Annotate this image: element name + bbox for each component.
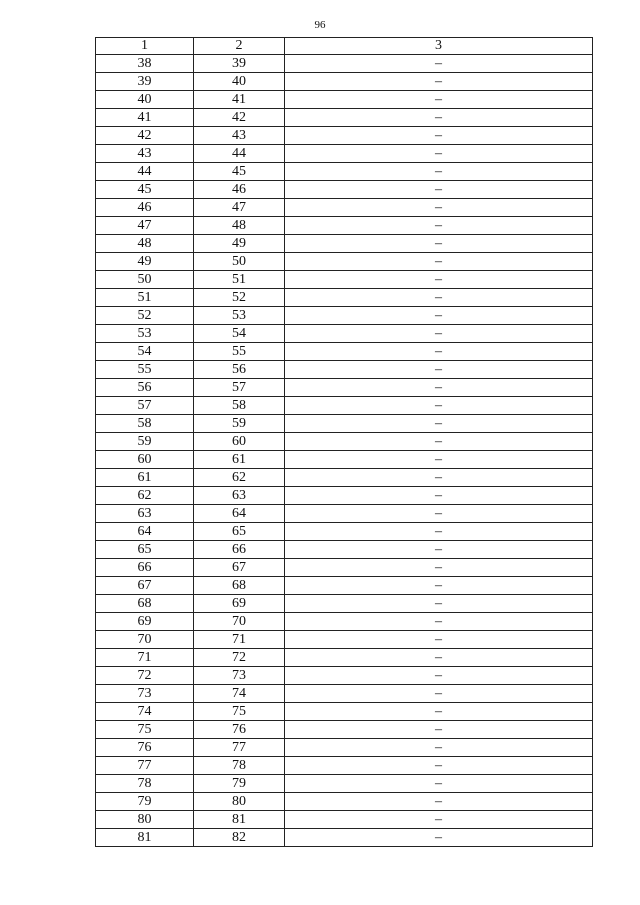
table-row	[96, 793, 593, 811]
table-cell-col-1: 43	[96, 145, 194, 163]
table-cell-col-3: –	[285, 235, 593, 253]
table-cell-col-1: 72	[96, 667, 194, 685]
table-row	[96, 271, 593, 289]
table-cell-col-2: 73	[194, 667, 285, 685]
table-cell-col-3: –	[285, 523, 593, 541]
table-cell-col-1: 57	[96, 397, 194, 415]
table-cell-col-1: 70	[96, 631, 194, 649]
table-row	[96, 775, 593, 793]
table-cell-col-1: 68	[96, 595, 194, 613]
table-cell-col-2: 75	[194, 703, 285, 721]
table-cell-col-1: 59	[96, 433, 194, 451]
table-cell-col-3: –	[285, 91, 593, 109]
table-cell-col-3: –	[285, 505, 593, 523]
table-container	[95, 37, 593, 847]
table-cell-col-2: 40	[194, 73, 285, 91]
table-cell-col-3: –	[285, 73, 593, 91]
table-cell-col-2: 55	[194, 343, 285, 361]
table-cell-col-1: 54	[96, 343, 194, 361]
table-cell-col-3: –	[285, 145, 593, 163]
table-cell-col-2: 53	[194, 307, 285, 325]
table-cell-col-2: 48	[194, 217, 285, 235]
table-cell-col-3: –	[285, 199, 593, 217]
table-row	[96, 757, 593, 775]
table-row	[96, 163, 593, 181]
table-cell-col-2: 42	[194, 109, 285, 127]
table-cell-col-1: 53	[96, 325, 194, 343]
table-cell-col-2: 57	[194, 379, 285, 397]
table-cell-col-2: 66	[194, 541, 285, 559]
table-cell-col-2: 46	[194, 181, 285, 199]
table-cell-col-2: 78	[194, 757, 285, 775]
table-cell-col-3: –	[285, 685, 593, 703]
table-cell-col-2: 79	[194, 775, 285, 793]
table-cell-col-2: 41	[194, 91, 285, 109]
table-cell-col-3: –	[285, 649, 593, 667]
table-row	[96, 469, 593, 487]
table-cell-col-1: 56	[96, 379, 194, 397]
table-row	[96, 703, 593, 721]
table-cell-col-1: 69	[96, 613, 194, 631]
table-row	[96, 451, 593, 469]
table-cell-col-3: –	[285, 217, 593, 235]
table-row	[96, 667, 593, 685]
table-cell-col-1: 71	[96, 649, 194, 667]
table-row	[96, 55, 593, 73]
table-row	[96, 325, 593, 343]
table-cell-col-2: 67	[194, 559, 285, 577]
table-cell-col-3: –	[285, 613, 593, 631]
table-cell-col-1: 75	[96, 721, 194, 739]
table-cell-col-2: 45	[194, 163, 285, 181]
table-cell-col-3: –	[285, 181, 593, 199]
table-row	[96, 289, 593, 307]
table-cell-col-1: 45	[96, 181, 194, 199]
table-row	[96, 739, 593, 757]
table-cell-col-2: 76	[194, 721, 285, 739]
table-cell-col-3: –	[285, 487, 593, 505]
table-cell-col-2: 71	[194, 631, 285, 649]
table-cell-col-1: 48	[96, 235, 194, 253]
table-cell-col-3: –	[285, 793, 593, 811]
table-cell-col-1: 79	[96, 793, 194, 811]
table-row	[96, 505, 593, 523]
table-cell-col-3: –	[285, 757, 593, 775]
table-cell-col-1: 52	[96, 307, 194, 325]
table-cell-col-2: 39	[194, 55, 285, 73]
table-cell-col-1: 63	[96, 505, 194, 523]
table-cell-col-3: –	[285, 577, 593, 595]
table-cell-col-3: –	[285, 667, 593, 685]
table-cell-col-2: 74	[194, 685, 285, 703]
table-cell-col-2: 65	[194, 523, 285, 541]
table-cell-col-1: 49	[96, 253, 194, 271]
table-cell-col-3: –	[285, 397, 593, 415]
table-cell-col-2: 69	[194, 595, 285, 613]
table-cell-col-3: –	[285, 109, 593, 127]
table-row	[96, 235, 593, 253]
table-cell-col-1: 50	[96, 271, 194, 289]
table-row	[96, 541, 593, 559]
table-cell-col-2: 81	[194, 811, 285, 829]
table-cell-col-1: 41	[96, 109, 194, 127]
table-cell-col-1: 77	[96, 757, 194, 775]
table-cell-col-1: 51	[96, 289, 194, 307]
table-row	[96, 487, 593, 505]
table-cell-col-1: 55	[96, 361, 194, 379]
table-cell-col-2: 58	[194, 397, 285, 415]
table-cell-col-3: –	[285, 451, 593, 469]
table-cell-col-3: –	[285, 379, 593, 397]
table-cell-col-1: 73	[96, 685, 194, 703]
table-row	[96, 91, 593, 109]
table-row	[96, 379, 593, 397]
table-cell-col-3: –	[285, 343, 593, 361]
table-cell-col-3: –	[285, 631, 593, 649]
table-cell-col-3: –	[285, 811, 593, 829]
table-cell-col-2: 49	[194, 235, 285, 253]
table-cell-col-2: 43	[194, 127, 285, 145]
table-cell-col-3: –	[285, 775, 593, 793]
table-cell-col-2: 51	[194, 271, 285, 289]
table-row	[96, 613, 593, 631]
table-cell-col-2: 60	[194, 433, 285, 451]
table-cell-col-3: –	[285, 433, 593, 451]
table-cell-col-3: –	[285, 253, 593, 271]
table-row	[96, 685, 593, 703]
table-header-row	[96, 38, 593, 55]
column-header-3: 3	[285, 38, 593, 55]
table-row	[96, 109, 593, 127]
table-row	[96, 127, 593, 145]
table-cell-col-3: –	[285, 127, 593, 145]
table-row	[96, 415, 593, 433]
table-cell-col-3: –	[285, 739, 593, 757]
table-row	[96, 199, 593, 217]
table-row	[96, 595, 593, 613]
table-cell-col-1: 66	[96, 559, 194, 577]
column-header-2: 2	[194, 38, 285, 55]
table-cell-col-1: 61	[96, 469, 194, 487]
table-cell-col-2: 70	[194, 613, 285, 631]
table-row	[96, 631, 593, 649]
table-row	[96, 829, 593, 847]
table-cell-col-3: –	[285, 721, 593, 739]
table-cell-col-1: 47	[96, 217, 194, 235]
table-row	[96, 307, 593, 325]
table-cell-col-3: –	[285, 271, 593, 289]
table-cell-col-2: 61	[194, 451, 285, 469]
table-cell-col-2: 47	[194, 199, 285, 217]
table-cell-col-3: –	[285, 703, 593, 721]
table-cell-col-1: 40	[96, 91, 194, 109]
table-cell-col-2: 63	[194, 487, 285, 505]
table-cell-col-3: –	[285, 307, 593, 325]
table-cell-col-3: –	[285, 361, 593, 379]
table-row	[96, 343, 593, 361]
table-cell-col-2: 59	[194, 415, 285, 433]
table-cell-col-2: 68	[194, 577, 285, 595]
table-cell-col-3: –	[285, 469, 593, 487]
table-row	[96, 649, 593, 667]
table-cell-col-2: 80	[194, 793, 285, 811]
table-cell-col-3: –	[285, 55, 593, 73]
table-cell-col-1: 81	[96, 829, 194, 847]
table-cell-col-1: 64	[96, 523, 194, 541]
table-cell-col-2: 50	[194, 253, 285, 271]
table-cell-col-3: –	[285, 559, 593, 577]
page-number: 96	[314, 19, 326, 31]
table-row	[96, 433, 593, 451]
table-cell-col-2: 54	[194, 325, 285, 343]
table-body	[96, 55, 593, 847]
table-cell-col-3: –	[285, 541, 593, 559]
table-cell-col-3: –	[285, 325, 593, 343]
table-cell-col-3: –	[285, 163, 593, 181]
table-row	[96, 253, 593, 271]
table-cell-col-1: 76	[96, 739, 194, 757]
table-cell-col-2: 64	[194, 505, 285, 523]
table-cell-col-2: 56	[194, 361, 285, 379]
table-cell-col-1: 62	[96, 487, 194, 505]
table-row	[96, 559, 593, 577]
table-row	[96, 577, 593, 595]
table-cell-col-1: 80	[96, 811, 194, 829]
table-cell-col-1: 74	[96, 703, 194, 721]
table-cell-col-2: 77	[194, 739, 285, 757]
table-cell-col-2: 72	[194, 649, 285, 667]
table-cell-col-3: –	[285, 829, 593, 847]
table-row	[96, 361, 593, 379]
table-cell-col-1: 39	[96, 73, 194, 91]
table-cell-col-3: –	[285, 289, 593, 307]
table-row	[96, 721, 593, 739]
table-cell-col-2: 62	[194, 469, 285, 487]
column-header-1: 1	[96, 38, 194, 55]
table-row	[96, 181, 593, 199]
table-cell-col-1: 42	[96, 127, 194, 145]
table-row	[96, 73, 593, 91]
table-row	[96, 811, 593, 829]
table-cell-col-3: –	[285, 595, 593, 613]
table-cell-col-2: 52	[194, 289, 285, 307]
table-row	[96, 523, 593, 541]
table-cell-col-1: 38	[96, 55, 194, 73]
table-cell-col-2: 82	[194, 829, 285, 847]
table-cell-col-1: 78	[96, 775, 194, 793]
table-row	[96, 145, 593, 163]
table-row	[96, 397, 593, 415]
table-cell-col-3: –	[285, 415, 593, 433]
table-cell-col-1: 67	[96, 577, 194, 595]
data-table	[95, 37, 593, 847]
table-cell-col-1: 46	[96, 199, 194, 217]
table-cell-col-2: 44	[194, 145, 285, 163]
table-cell-col-1: 44	[96, 163, 194, 181]
table-cell-col-1: 65	[96, 541, 194, 559]
table-cell-col-1: 60	[96, 451, 194, 469]
table-row	[96, 217, 593, 235]
table-cell-col-1: 58	[96, 415, 194, 433]
